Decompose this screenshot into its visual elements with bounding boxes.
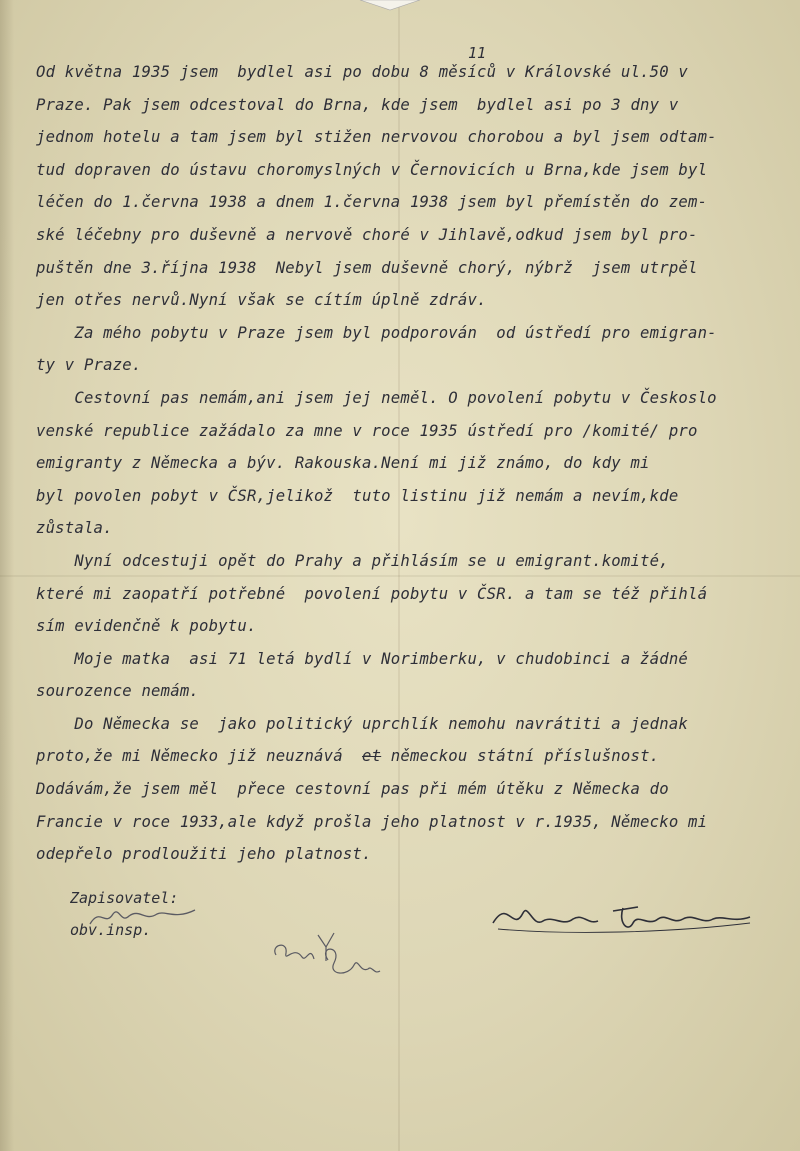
paper-tear-mark [350,0,430,18]
text-line-end: německou státní příslušnost. [390,747,660,766]
text-line: emigranty z Německa a býv. Rakouska.Není mi již známo, do kdy mi [36,454,650,473]
text-line-mixed [36,740,796,773]
text-line: Od května 1935 jsem bydlel asi po dobu 8 měsíců v Královské ul.50 v [36,63,688,81]
text-line: puštěn dne 3.října 1938 Nebyl jsem duševně chorý, nýbrž jsem utrpěl [36,258,698,277]
text-line: venské republice zažádalo za mne v roce 1935 ústředí pro /komité/ pro [36,421,698,440]
text-line: jen otřes nervů.Nyní však se cítím úplně zdráv. [36,291,487,310]
text-line: Francie v roce 1933,ale když prošla jeho platnost v r.1935, Německo mi [36,812,708,831]
text-line-start: proto,že mi Německo již neuznává [36,747,362,766]
text-line: odepřelo prodloužiti jeho platnost. [36,845,372,864]
text-line: Nyní odcestuji opět do Prahy a přihlásím se u emigrant.komité, [36,551,669,570]
text-line: Cestovní pas nemám,ani jsem jej neměl. O povolení pobytu v Českoslo [36,388,717,407]
text-line: byl povolen pobyt v ČSR,jelikož tuto listinu již nemám a nevím,kde [36,486,679,505]
text-line: Za mého pobytu v Praze jsem byl podporován od ústředí pro emigran- [36,323,717,342]
declarant-signature [488,893,758,943]
text-line: Moje matka asi 71 letá bydlí v Norimberku, v chudobinci a žádné [36,649,688,668]
text-line: ty v Praze. [36,356,142,375]
page-number: 11 [468,44,487,62]
recorder-signature [85,902,205,932]
text-line: Dodávám,že jsem měl přece cestovní pas při mém útěku z Německa do [36,780,669,799]
text-line: jednom hotelu a tam jsem byl stižen nervovou chorobou a byl jsem odtam- [36,128,717,147]
text-line: zůstala. [36,519,113,538]
pencil-initials [268,915,398,985]
text-line: Do Německa se jako politický uprchlík nemohu navrátiti a jednak [36,714,688,733]
text-line: ské léčebny pro duševně a nervově choré v Jihlavě,odkud jsem byl pro- [36,225,698,244]
text-line: sourozence nemám. [36,682,199,701]
struck-text: et [362,747,382,766]
text-line: tud dopraven do ústavu choromyslných v Černovicích u Brna,kde jsem byl [36,160,708,179]
text-line: které mi zaopatří potřebné povolení pobytu v ČSR. a tam se též přihlá [36,584,708,603]
text-line: léčen do 1.června 1938 a dnem 1.června 1938 jsem byl přemístěn do zem- [36,193,708,212]
text-line: Praze. Pak jsem odcestoval do Brna, kde jsem bydlel asi po 3 dny v [36,95,679,114]
recorder-title: obv.insp. [70,921,152,939]
text-line: sím evidenčně k pobytu. [36,617,257,636]
recorder-label: Zapisovatel: [70,889,179,907]
typed-statement [36,56,796,871]
